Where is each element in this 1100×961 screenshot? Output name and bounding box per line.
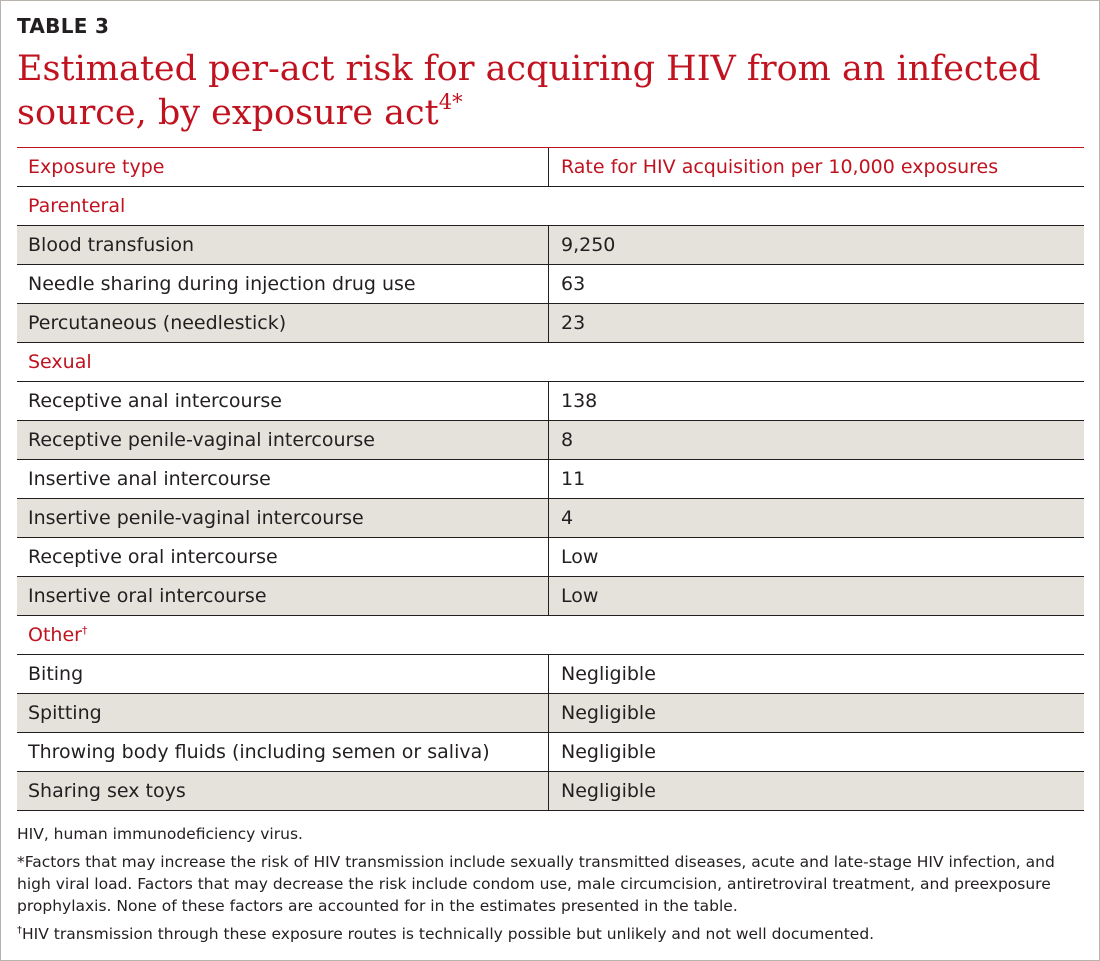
table-row <box>17 421 1084 460</box>
section-heading <box>17 343 1084 382</box>
table-row <box>17 733 1084 772</box>
section-heading <box>17 616 1084 655</box>
exposure-cell: Receptive penile-vaginal intercourse <box>17 421 549 460</box>
rate-cell: 138 <box>549 382 1085 421</box>
rate-cell: Negligible <box>549 655 1085 694</box>
section-row-other <box>17 616 1084 655</box>
section-name: Parenteral <box>28 195 126 217</box>
rate-cell: 8 <box>549 421 1085 460</box>
footnote-dagger-text: HIV transmission through these exposure routes is technically possible but unlikely and not well documented. <box>22 925 875 943</box>
table-row <box>17 577 1084 616</box>
header-exposure-type: Exposure type <box>17 148 549 187</box>
rate-cell: Negligible <box>549 733 1085 772</box>
exposure-cell: Needle sharing during injection drug use <box>17 265 549 304</box>
table-label: TABLE 3 <box>17 14 110 38</box>
table-row <box>17 460 1084 499</box>
dagger-mark: † <box>17 925 22 936</box>
rate-cell: 4 <box>549 499 1085 538</box>
footnote-asterisk: *Factors that may increase the risk of HIV transmission include sexually transmitted diseases, acute and late-stage HIV infection, and high viral load. Factors that may decrease the risk include condom use, male circumcision, antiretroviral treatment, and preexposure prophylaxis. None of these factors are accounted for in the estimates presented in the table. <box>17 853 1055 915</box>
exposure-cell: Percutaneous (needlestick) <box>17 304 549 343</box>
rate-cell: Negligible <box>549 694 1085 733</box>
table-row <box>17 655 1084 694</box>
rate-cell: 9,250 <box>549 226 1085 265</box>
exposure-cell: Blood transfusion <box>17 226 549 265</box>
table-row <box>17 538 1084 577</box>
exposure-cell: Insertive oral intercourse <box>17 577 549 616</box>
exposure-cell: Insertive penile-vaginal intercourse <box>17 499 549 538</box>
exposure-cell: Insertive anal intercourse <box>17 460 549 499</box>
table-row <box>17 499 1084 538</box>
section-name: Sexual <box>28 351 92 373</box>
rate-cell: Negligible <box>549 772 1085 811</box>
rate-cell: 23 <box>549 304 1085 343</box>
exposure-cell: Biting <box>17 655 549 694</box>
section-row-sexual <box>17 343 1084 382</box>
footnotes <box>17 823 1087 951</box>
title-reference: 4* <box>438 90 463 114</box>
exposure-cell: Throwing body fluids (including semen or saliva) <box>17 733 549 772</box>
section-heading <box>17 187 1084 226</box>
table-row <box>17 265 1084 304</box>
table-row <box>17 772 1084 811</box>
section-row-parenteral <box>17 187 1084 226</box>
table-row <box>17 304 1084 343</box>
exposure-cell: Receptive anal intercourse <box>17 382 549 421</box>
table-row <box>17 226 1084 265</box>
footnote-dagger <box>17 923 1087 945</box>
footnote-abbreviation: HIV, human immunodeficiency virus. <box>17 825 303 843</box>
exposure-cell: Receptive oral intercourse <box>17 538 549 577</box>
section-footnote-mark: † <box>81 624 88 637</box>
rate-cell: 63 <box>549 265 1085 304</box>
header-rate: Rate for HIV acquisition per 10,000 exposures <box>549 148 1085 187</box>
rate-cell: Low <box>549 538 1085 577</box>
section-name: Other <box>28 624 82 646</box>
exposure-cell: Sharing sex toys <box>17 772 549 811</box>
risk-table <box>17 147 1084 811</box>
header-row <box>17 148 1084 187</box>
title-text: Estimated per-act risk for acquiring HIV from an infected source, by exposure act <box>17 49 1041 133</box>
table-row <box>17 382 1084 421</box>
table-title <box>17 47 1077 135</box>
table-row <box>17 694 1084 733</box>
exposure-cell: Spitting <box>17 694 549 733</box>
rate-cell: Low <box>549 577 1085 616</box>
rate-cell: 11 <box>549 460 1085 499</box>
